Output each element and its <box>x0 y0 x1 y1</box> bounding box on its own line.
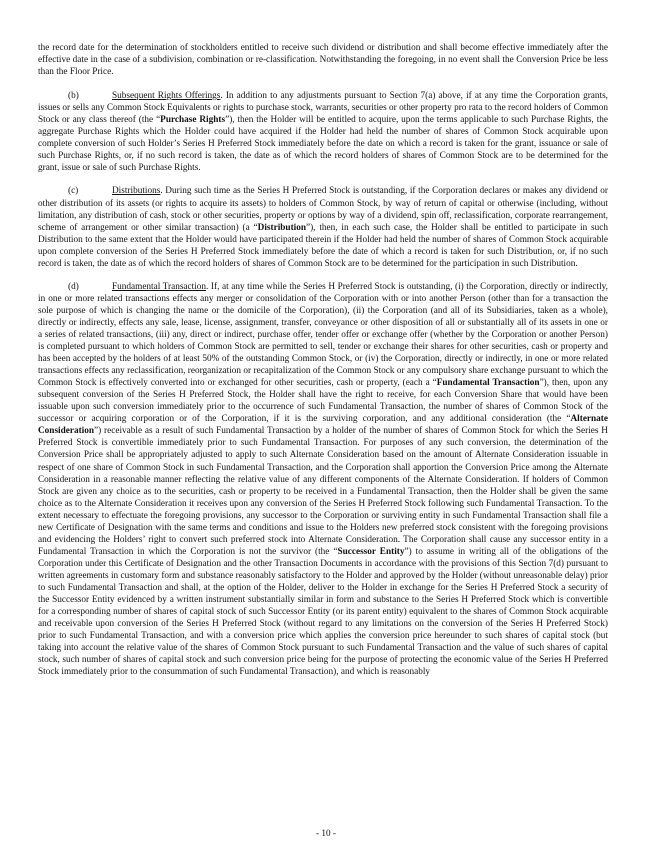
defined-term-alternate-consideration: Alternate Consideration <box>38 414 608 437</box>
paragraph-intro <box>38 42 608 78</box>
defined-term-distribution: Distribution <box>257 222 306 233</box>
defined-term-fundamental-transaction: Fundamental Transaction <box>436 378 540 389</box>
paragraph-subsequent-rights <box>38 90 608 174</box>
section-number-b: (b) <box>68 91 79 102</box>
section-b-text-2: ”), then the Holder will be entitled to acquire, upon the terms applicable to such Purchase Rights, the aggregate Purchase Rights which the Holder could have acquired if the Holder had held the number of shares of Common Stock acquirable upon complete conversion of such Holder’s Series H Preferred Stock immediately before the date on which a record is taken for the grant, issuance or sale of such Purchase Rights, or, if no such record is taken, the date as of which the record holders of shares of Common Stock are to be determined for the grant, issue or sale of such Purchase Rights. <box>38 115 609 174</box>
defined-term-purchase-rights: Purchase Rights <box>160 115 226 126</box>
section-c-text-2: ”), then, in each such case, the Holder shall be entitled to participate in such Distribution to the same extent that the Holder would have participated therein if the Holder had held the number of shares of Common Stock acquirable upon complete conversion of the Series H Preferred Stock immediately before the date of which a record is taken for such Distribution, or, if no such record is taken, the date as of which the record holders of shares of Common Stock are to be determined for the participation in such Distribution. <box>38 222 608 269</box>
section-d-text-1: . If, at any time while the Series H Preferred Stock is outstanding, (i) the Corporation, directly or indirectly, in one or more related transactions effects any merger or consolidation of the Corporation with or into another Person (other than for a transaction the sole purpose of which is changing the name or the domicile of the Corporation), (ii) the Corporation (and all of its Subsidiaries, taken as a whole), directly or indirectly, effects any sale, lease, license, assignment, transfer, conveyance or other disposition of all or substantially all of its assets in one or a series of related transactions, (iii) any, direct or indirect, purchase offer, tender offer or exchange offer (whether by the Corporation or another Person) is completed pursuant to which holders of Common Stock are permitted to sell, tender or exchange their shares for other securities, cash or property and has been accepted by the holders of at least 50% of the outstanding Common Stock, or (iv) the Corporation, directly or indirectly, in one or more related transactions effects any reclassification, reorganization or recapitalization of the Common Stock or any compulsory share exchange pursuant to which the Common Stock is effectively converted into or exchanged for other securities, cash or property, (each a “ <box>38 281 608 389</box>
defined-term-successor-entity: Successor Entity <box>337 546 405 557</box>
section-d-text-3: ”) receivable as a result of such Fundamental Transaction by a holder of the number of shares of Common Stock for which the Series H Preferred Stock is convertible immediately prior to such Fundamental Transaction. For purposes of any such conversion, the determination of the Conversion Price shall be appropriately adjusted to apply to such Alternate Consideration based on the amount of Alternate Consideration issuable in respect of one share of Common Stock in such Fundamental Transaction, and the Corporation shall apportion the Conversion Price among the Alternate Consideration in a reasonable manner reflecting the relative value of any different components of the Alternate Consideration. If holders of Common Stock are given any choice as to the securities, cash or property to be received in a Fundamental Transaction, then the Holder shall be given the same choice as to the Alternate Consideration it receives upon any conversion of the Series H Preferred Stock following such Fundamental Transaction. To the extent necessary to effectuate the foregoing provisions, any successor to the Corporation or surviving entity in such Fundamental Transaction shall file a new Certificate of Designation with the same terms and conditions and issue to the Holders new preferred stock consistent with the foregoing provisions and evidencing the Holders’ right to convert such preferred stock into Alternate Consideration. The Corporation shall cause any successor entity in a Fundamental Transaction in which the Corporation is not the survivor (the “ <box>38 426 608 557</box>
section-d-text-4: ”) to assume in writing all of the obligations of the Corporation under this Certificate of Designation and the other Transaction Documents in accordance with the provisions of this Section 7(d) pursuant to written agreements in customary form and substance reasonably satisfactory to the Holder and approved by the Holder (without unreasonable delay) prior to such Fundamental Transaction and shall, at the option of the Holder, deliver to the Holder in exchange for the Series H Preferred Stock a security of the Successor Entity evidenced by a written instrument substantially similar in form and substance to the Series H Preferred Stock which is convertible for a corresponding number of shares of capital stock of such Successor Entity (or its parent entity) equivalent to the shares of Common Stock acquirable and receivable upon conversion of the Series H Preferred Stock (without regard to any limitations on the conversion of the Series H Preferred Stock) prior to such Fundamental Transaction, and with a conversion price which applies the conversion price hereunder to such shares of capital stock (but taking into account the relative value of the shares of Common Stock pursuant to such Fundamental Transaction and the value of such shares of capital stock, such number of shares of capital stock and such conversion price being for the purpose of protecting the economic value of the Series H Preferred Stock immediately prior to the consummation of such Fundamental Transaction), and which is reasonably <box>38 546 609 678</box>
page-number: - 10 - <box>315 829 337 839</box>
section-d-text-2: ”), then, upon any subsequent conversion of the Series H Preferred Stock, the Holder shall have the right to receive, for each Conversion Share that would have been issuable upon such conversion immediately prior to the occurrence of such Fundamental Transaction, the number of shares of Common Stock of the successor or acquiring corporation or of the Corporation, if it is the surviving corporation, and any additional consideration (the “ <box>38 378 608 425</box>
section-c-text-1: . During such time as the Series H Preferred Stock is outstanding, if the Corporation declares or makes any dividend or other distribution of its assets (or rights to acquire its assets) to holders of Common Stock, by way of return of capital or otherwise (including, without limitation, any distribution of cash, stock or other securities, property or options by way of a dividend, spin off, reclassification, corporate rearrangement, scheme of arrangement or other similar transaction) (a “ <box>38 186 608 233</box>
paragraph-fundamental-transaction <box>38 281 608 679</box>
section-number-c: (c) <box>68 186 79 197</box>
section-number-d: (d) <box>68 281 79 292</box>
section-title-d: Fundamental Transaction <box>112 281 207 292</box>
section-title-c: Distributions <box>112 186 161 197</box>
intro-text: the record date for the determination of stockholders entitled to receive such dividend or distribution and shall become effective immediately after the effective date in the case of a subdivision, combination or re-classification. Notwithstanding the foregoing, in no event shall the Conversion Price be less than the Floor Price. <box>38 43 608 78</box>
section-title-b: Subsequent Rights Offerings <box>112 91 221 102</box>
paragraph-distributions <box>38 185 608 269</box>
section-b-text-1: . In addition to any adjustments pursuant to Section 7(a) above, if at any time the Corporation grants, issues or sells any Common Stock Equivalents or rights to purchase stock, warrants, securities or other property pro rata to the record holders of Common Stock or any class thereof (the “ <box>38 91 608 126</box>
